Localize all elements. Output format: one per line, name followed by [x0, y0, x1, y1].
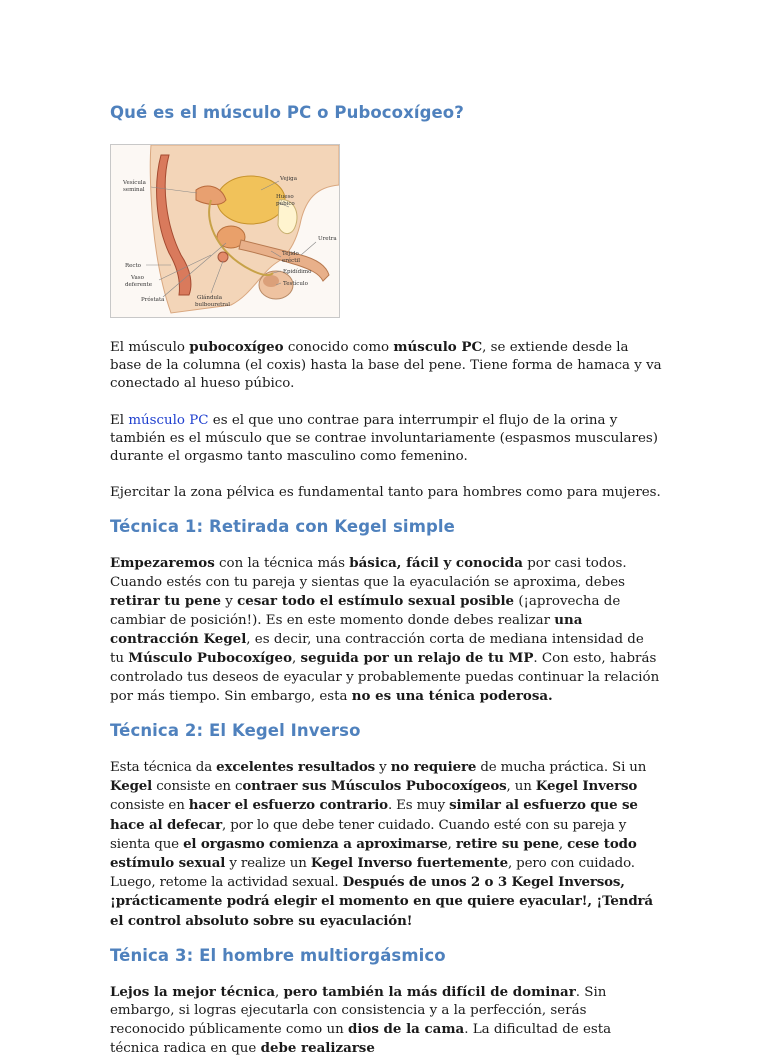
heading-musculo-pc: Qué es el músculo PC o Pubocoxígeo? — [110, 103, 464, 122]
label-prostata: Próstata — [141, 297, 165, 303]
label-deferente: deferente — [125, 282, 152, 288]
heading-tecnica-1: Técnica 1: Retirada con Kegel simple — [110, 517, 455, 537]
label-epididimo: Epidídimo — [283, 269, 312, 275]
label-vejiga: Vejiga — [280, 176, 297, 182]
paragraph-tecnica-3: Lejos la mejor técnica, pero también la más difícil de dominar. Sin embargo, si logras ejecutarla con consistencia y a la perfección, serás reconocido públicamente como un dios de la cama. La dificultad de esta técnica radica en que debe realizarse — [110, 983, 612, 1057]
anatomy-illustration — [110, 144, 340, 318]
label-uretra: Uretra — [318, 236, 337, 242]
label-testiculo: Testículo — [283, 281, 308, 287]
label-recto: Recto — [125, 263, 141, 269]
pelvic-anatomy-diagram — [111, 145, 339, 317]
label-glandula: Glándula — [197, 295, 223, 301]
paragraph-tecnica-2: Esta técnica da excelentes resultados y no requiere de mucha práctica. Si un Kegel consiste en contraer sus Músculos Pubocoxígeos, un Kegel Inverso consiste en hacer el esfuerzo contrario. Es muy similar al esfuerzo que se hace al defecar, por lo que debe tener cuidado. Cuando esté con su pareja y sienta que el orgasmo comienza a aproximarse, retire su pene, cese todo estímulo sexual y realize un Kegel Inverso fuertemente, pero con cuidado. Luego, retome la actividad sexual. Después de unos 2 o 3 Kegel Inversos, ¡prácticamente podrá elegir el momento en que quiere eyacular!, ¡Tendrá el control absoluto sobre su eyaculación! — [110, 759, 653, 929]
document-content — [110, 100, 662, 1059]
label-hueso: Hueso — [276, 194, 294, 200]
label-bulbouretral: bulbouretral — [195, 302, 230, 308]
paragraph-pubocoxigeo: El músculo pubocoxígeo conocido como músculo PC, se extiende desde la base de la columna (el coxis) hasta la base del pene. Tiene forma de hamaca y va conectado al hueso púbico. — [110, 339, 662, 392]
paragraph-musculo-pc: El músculo PC es el que uno contrae para interrumpir el flujo de la orina y también es el músculo que se contrae involuntariamente (espasmos musculares) durante el orgasmo tanto masculino como femenino. — [110, 412, 658, 465]
label-pubico: púbico — [276, 201, 295, 207]
label-vaso: Vaso — [131, 275, 144, 281]
label-vesicula: Vesícula — [123, 180, 146, 186]
heading-tecnica-2: Técnica 2: El Kegel Inverso — [110, 721, 361, 741]
paragraph-zona-pelvica: Ejercitar la zona pélvica es fundamental tanto para hombres como para mujeres. — [110, 485, 661, 501]
heading-tecnica-3: Ténica 3: El hombre multiorgásmico — [110, 945, 446, 965]
musculo-pc-link[interactable]: músculo PC — [128, 412, 209, 428]
paragraph-tecnica-1: Empezaremos con la técnica más básica, fácil y conocida por casi todos. Cuando estés con tu pareja y sientas que la eyaculación se aproxima, debes retirar tu pene y cesar todo el estímulo sexual posible (¡aprovecha de cambiar de posición!). Es en este momento donde debes realizar una contracción Kegel, es decir, una contracción corta de mediana intensidad de tu Músculo Pubocoxígeo, seguida por un relajo de tu MP. Con esto, habrás controlado tus deseos de eyacular y probablemente puedas continuar la relación por más tiempo. Sin embargo, esta no es una ténica poderosa. — [110, 555, 660, 704]
label-seminal: seminal — [123, 187, 145, 193]
label-tejido: Tejido — [282, 251, 299, 257]
label-erectil: eréctil — [282, 258, 300, 264]
